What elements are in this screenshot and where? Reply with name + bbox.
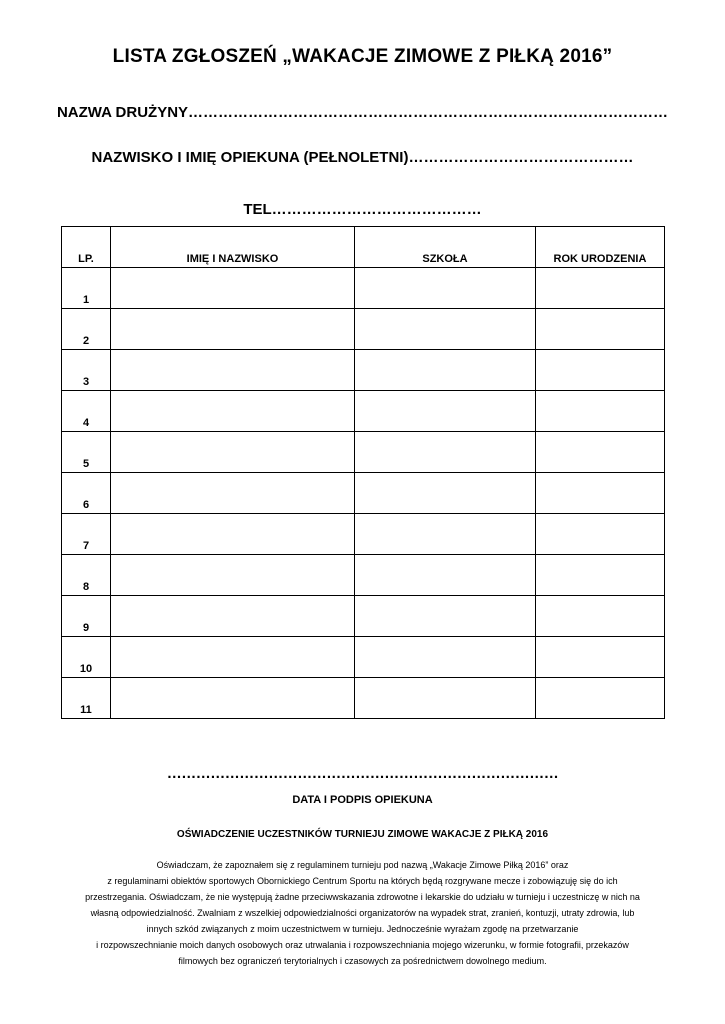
school-cell[interactable] bbox=[355, 309, 536, 350]
name-cell[interactable] bbox=[111, 350, 355, 391]
table-row bbox=[62, 514, 665, 555]
table-header-row bbox=[62, 227, 665, 268]
name-cell[interactable] bbox=[111, 309, 355, 350]
declaration-line: własną odpowiedzialność. Zwalniam z wszelkiej odpowiedzialności organizatorów na wypadek strat, zranień, kontuzji, utraty zdrowia, lub bbox=[90, 908, 635, 918]
column-header-name: IMIĘ I NAZWISKO bbox=[111, 227, 355, 268]
name-cell[interactable] bbox=[111, 473, 355, 514]
table-row bbox=[62, 596, 665, 637]
row-number: 4 bbox=[62, 391, 111, 432]
table-row bbox=[62, 350, 665, 391]
column-header-lp: LP. bbox=[62, 227, 111, 268]
birth-year-cell[interactable] bbox=[536, 309, 665, 350]
table-row bbox=[62, 678, 665, 719]
birth-year-cell[interactable] bbox=[536, 268, 665, 309]
birth-year-cell[interactable] bbox=[536, 596, 665, 637]
signature-label: DATA I PODPIS OPIEKUNA bbox=[292, 794, 433, 806]
row-number: 6 bbox=[62, 473, 111, 514]
school-cell[interactable] bbox=[355, 555, 536, 596]
declaration-line: z regulaminami obiektów sportowych Obornickiego Centrum Sportu na których będą rozgrywane mecze i zobowiązuję się do ich bbox=[107, 876, 618, 886]
signature-line: ……………………………………………………………………… bbox=[166, 765, 559, 782]
declaration-line: innych szkód związanych z moim uczestnictwem w turnieju. Jednocześnie wyrażam zgodę na przetwarzanie bbox=[146, 924, 579, 934]
row-number: 11 bbox=[62, 678, 111, 719]
column-header-school: SZKOŁA bbox=[355, 227, 536, 268]
school-cell[interactable] bbox=[355, 391, 536, 432]
school-cell[interactable] bbox=[355, 637, 536, 678]
school-cell[interactable] bbox=[355, 678, 536, 719]
row-number: 8 bbox=[62, 555, 111, 596]
row-number: 10 bbox=[62, 637, 111, 678]
school-cell[interactable] bbox=[355, 432, 536, 473]
birth-year-cell[interactable] bbox=[536, 678, 665, 719]
declaration-line: filmowych bez ograniczeń terytorialnych i czasowych za pośrednictwem dowolnego medium. bbox=[178, 956, 547, 966]
name-cell[interactable] bbox=[111, 514, 355, 555]
declaration-line: przestrzegania. Oświadczam, że nie występują żadne przeciwwskazania zdrowotne i lekarskie do udziału w turnieju i uczestniczę w nich na bbox=[85, 892, 640, 902]
birth-year-cell[interactable] bbox=[536, 473, 665, 514]
birth-year-cell[interactable] bbox=[536, 514, 665, 555]
roster-table bbox=[61, 226, 665, 719]
name-cell[interactable] bbox=[111, 268, 355, 309]
name-cell[interactable] bbox=[111, 432, 355, 473]
table-row bbox=[62, 637, 665, 678]
row-number: 7 bbox=[62, 514, 111, 555]
guardian-name-field: NAZWISKO I IMIĘ OPIEKUNA (PEŁNOLETNI)……………………………………… bbox=[91, 149, 634, 166]
declaration-line: Oświadczam, że zapoznałem się z regulaminem turnieju pod nazwą „Wakacje Zimowe Piłką 2016” oraz bbox=[156, 860, 569, 870]
column-header-birth-year: ROK URODZENIA bbox=[536, 227, 665, 268]
birth-year-cell[interactable] bbox=[536, 391, 665, 432]
school-cell[interactable] bbox=[355, 514, 536, 555]
table-row bbox=[62, 391, 665, 432]
row-number: 3 bbox=[62, 350, 111, 391]
table-row bbox=[62, 555, 665, 596]
school-cell[interactable] bbox=[355, 473, 536, 514]
row-number: 1 bbox=[62, 268, 111, 309]
table-row bbox=[62, 473, 665, 514]
page-title: LISTA ZGŁOSZEŃ „WAKACJE ZIMOWE Z PIŁKĄ 2016” bbox=[112, 46, 613, 67]
table-row bbox=[62, 309, 665, 350]
name-cell[interactable] bbox=[111, 391, 355, 432]
declaration-title: OŚWIADCZENIE UCZESTNIKÓW TURNIEJU ZIMOWE WAKACJE Z PIŁKĄ 2016 bbox=[176, 829, 549, 840]
table-row bbox=[62, 268, 665, 309]
birth-year-cell[interactable] bbox=[536, 350, 665, 391]
name-cell[interactable] bbox=[111, 637, 355, 678]
name-cell[interactable] bbox=[111, 555, 355, 596]
table-row bbox=[62, 432, 665, 473]
name-cell[interactable] bbox=[111, 678, 355, 719]
declaration-body bbox=[20, 857, 705, 969]
row-number: 2 bbox=[62, 309, 111, 350]
team-name-field: NAZWA DRUŻYNY…………………………………………………………………………………… bbox=[56, 104, 669, 121]
declaration-line: i rozpowszechnianie moich danych osobowych oraz utrwalania i rozpowszechniania mojego wizerunku, w formie fotografii, przekazów bbox=[96, 940, 629, 950]
name-cell[interactable] bbox=[111, 596, 355, 637]
birth-year-cell[interactable] bbox=[536, 555, 665, 596]
school-cell[interactable] bbox=[355, 596, 536, 637]
row-number: 5 bbox=[62, 432, 111, 473]
row-number: 9 bbox=[62, 596, 111, 637]
birth-year-cell[interactable] bbox=[536, 637, 665, 678]
school-cell[interactable] bbox=[355, 350, 536, 391]
phone-field: TEL…………………………………… bbox=[243, 201, 482, 218]
birth-year-cell[interactable] bbox=[536, 432, 665, 473]
school-cell[interactable] bbox=[355, 268, 536, 309]
